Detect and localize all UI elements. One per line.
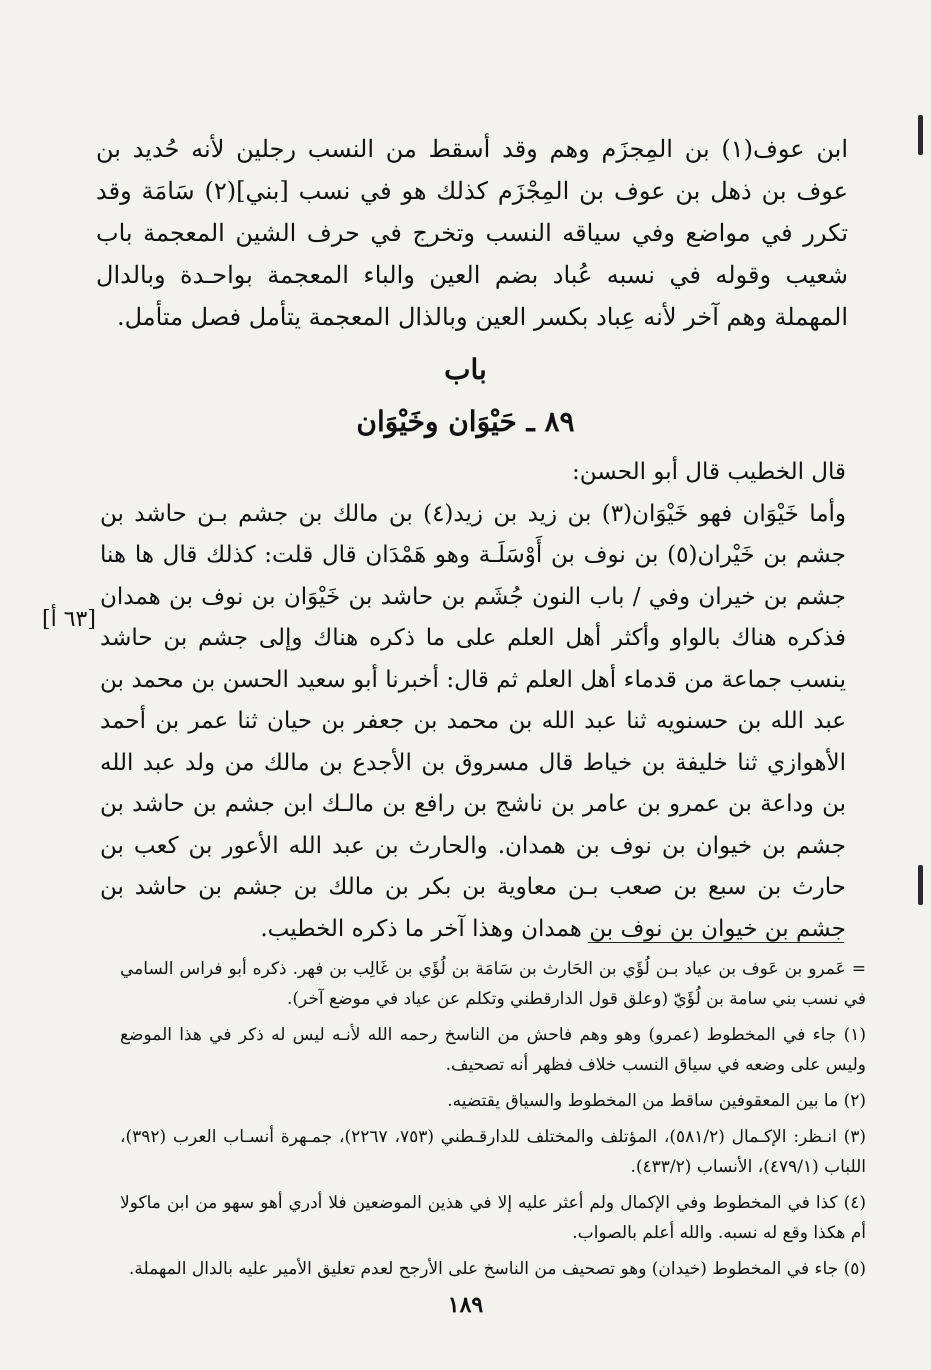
section-title: ٨٩ ـ حَيْوَان وخَيْوَان [356, 405, 575, 438]
footnote-3: (٣) انـظر: الإكـمال (٥٨١/٢)، المؤتلف والمختلف للدارقـطني (٧٥٣، ٢٢٦٧)، جمـهرة أنسـاب العرب (٣٩٢)، اللباب (٤٧٩/١)، الأنساب (٤٣٣/٢). [120, 1127, 866, 1177]
footnote-separator [588, 942, 844, 943]
body-paragraph-main: وأما خَيْوَان فهو خَيْوَان(٣) بن زيد بن زيد(٤) بن مالك بن جشم بـن حاشد بن جشم بن خَيْران(٥) بن نوف بن أَوْسَلَـة وهو هَمْدَان قال قلت: كذلك قال ها هنا جشم بن خيران وفي / باب النون جُشَم بن حاشد بن خَيْوَان بن نوف بن همدان فذكره هناك بالواو وأكثر أهل العلم على ما ذكره هناك وإلى جشم بن حاشد ينسب جماعة من قدماء أهل العلم ثم قال: أخبرنا أبو سعيد الحسن بن محمد بن عبد الله بن حسنويه ثنا عبد الله بن محمد بن جعفر بن حيان ثنا عمر بن أحمد الأهوازي ثنا خليفة بن خياط قال مسروق بن الأجدع بن مالك من ولد عبد الله بن وداعة بن عمرو بن عامر بن ناشج بن رافع بن مالـك ابن جشم بن حاشد بن جشم بن خيوان بن نوف بن همدان. والحارث بن عبد الله الأعور بن كعب بن حارث بن سبع بن صعب بـن معاوية بن بكر بن مالك بن جشم بن حاشد بن جشم بن خيوان بن نوف بن همدان وهذا آخر ما ذكره الخطيب. [100, 500, 847, 942]
footnotes [120, 954, 866, 1290]
footnote-4: (٤) كذا في المخطوط وفي الإكمال ولم أعثر عليه إلا في هذين الموضعين فلا أدري أهو سهو من ابن ماكولا أم هكذا وقع له نسبه. والله أعلم بالصواب. [120, 1193, 866, 1243]
page-number: ١٨٩ [447, 1292, 484, 1318]
margin-mark-bottom [918, 865, 923, 905]
margin-mark-top [918, 115, 923, 155]
section-word: باب [444, 353, 487, 386]
body-paragraph-intro: قال الخطيب قال أبو الحسن: [571, 459, 846, 485]
continuation-paragraph: ابن عوف(١) بن المِجزَم وهم وقد أسقط من النسب رجلين لأنه حُديد بن عوف بن ذهل بن عوف بن المِجْزَم كذلك هو في نسب [بني](٢) سَامَة وقد تكرر في مواضع وفي سياقه النسب وتخرج في حرف الشين المعجمة باب شعيب وقوله في نسبه عُباد بضم العين والباء المعجمة بواحـدة وبالدال المهملة وهم آخر لأنه عِباد بكسر العين وبالذال المعجمة يتأمل فصل متأمل. [96, 135, 848, 331]
footnote-5: (٥) جاء في المخطوط (خيدان) وهو تصحيف من الناسخ على الأرجح لعدم تعليق الأمير عليه بالدال المهملة. [128, 1259, 866, 1279]
folio-marker: [٦٣ أ] [42, 607, 96, 632]
continuation-text-block [96, 128, 848, 338]
section-body [100, 452, 846, 950]
footnote-continuation: = عَمرو بن عَوف بن عياد بـن لُؤَي بن الحَارث بن سَامَة بن لُؤَي بن غَالِب بن فهر. ذكره أبو فراس السامي في نسب بني سامة بن لُؤَيّ (وعلق قول الدارقطني وتكلم عن عياد في موضع آخر). [120, 959, 866, 1009]
footnote-1: (١) جاء في المخطوط (عمرو) وهو وهم فاحش من الناسخ رحمه الله لأنـه ليس له ذكر في هذا الموضع وليس على وضعه في سياق النسب خلاف فظهر أنه تصحيف. [120, 1025, 866, 1075]
footnote-2: (٢) ما بين المعقوفين ساقط من المخطوط والسياق يقتضيه. [447, 1091, 866, 1111]
